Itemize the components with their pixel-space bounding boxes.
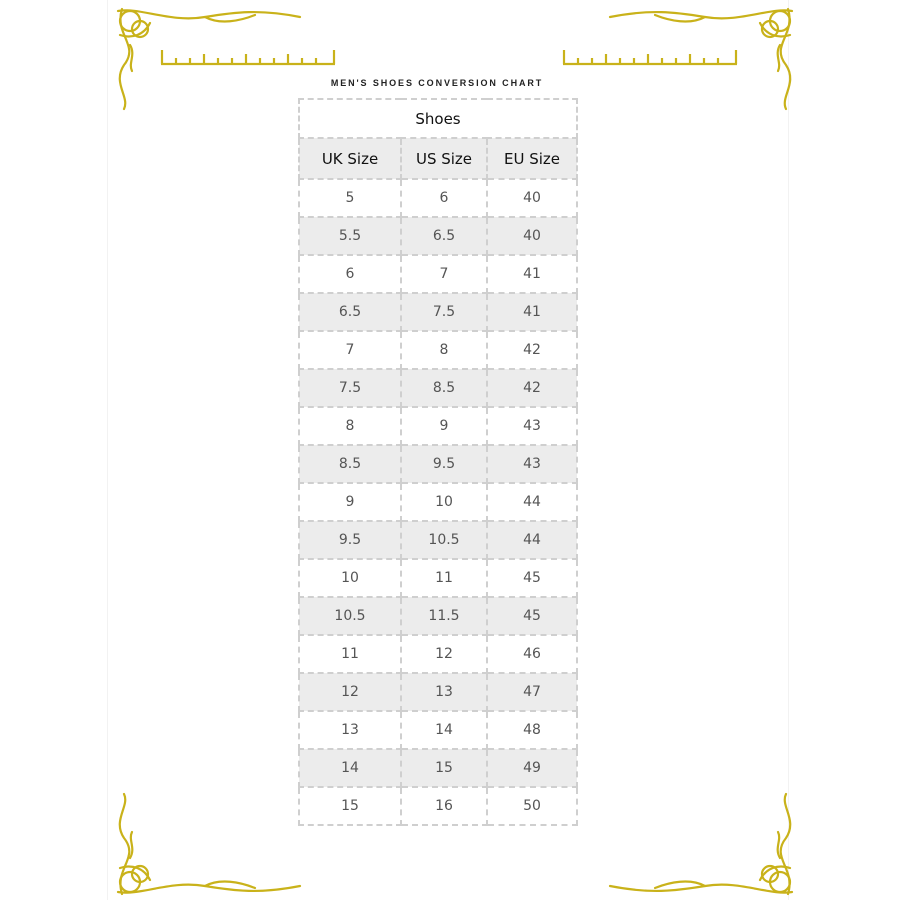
size-cell-uk: 6.5 [299,293,401,331]
table-row [299,179,577,217]
size-cell-us: 14 [401,711,487,749]
size-cell-eu: 40 [487,217,577,255]
ruler-left-icon [160,48,336,68]
size-cell-eu: 46 [487,635,577,673]
size-cell-eu: 42 [487,369,577,407]
size-cell-eu: 45 [487,559,577,597]
size-cell-uk: 12 [299,673,401,711]
table-row [299,597,577,635]
size-cell-us: 9 [401,407,487,445]
group-header-row [299,99,577,138]
size-cell-eu: 40 [487,179,577,217]
table-row [299,635,577,673]
size-cell-uk: 9 [299,483,401,521]
table-row [299,559,577,597]
size-cell-eu: 41 [487,255,577,293]
table-row [299,787,577,825]
table-row [299,407,577,445]
size-cell-eu: 45 [487,597,577,635]
size-cell-eu: 43 [487,407,577,445]
table-row [299,521,577,559]
table-row [299,293,577,331]
size-cell-eu: 42 [487,331,577,369]
size-cell-us: 11.5 [401,597,487,635]
column-header-uk: UK Size [299,138,401,179]
size-cell-us: 9.5 [401,445,487,483]
size-cell-eu: 43 [487,445,577,483]
size-cell-uk: 11 [299,635,401,673]
column-header-row [299,138,577,179]
size-cell-eu: 48 [487,711,577,749]
size-cell-us: 6.5 [401,217,487,255]
corner-ornament-bottom-left-icon [110,788,310,898]
table-row [299,255,577,293]
ruler-right-icon [562,48,738,68]
size-cell-uk: 10.5 [299,597,401,635]
table-row [299,217,577,255]
size-cell-us: 11 [401,559,487,597]
table-row [299,445,577,483]
table-row [299,711,577,749]
size-cell-us: 8.5 [401,369,487,407]
size-cell-us: 7.5 [401,293,487,331]
group-header-shoes: Shoes [299,99,577,138]
size-cell-us: 7 [401,255,487,293]
table-row [299,749,577,787]
size-cell-eu: 41 [487,293,577,331]
size-cell-eu: 47 [487,673,577,711]
size-cell-uk: 9.5 [299,521,401,559]
size-cell-us: 13 [401,673,487,711]
size-cell-us: 6 [401,179,487,217]
size-cell-uk: 7.5 [299,369,401,407]
table-row [299,369,577,407]
table-body [299,179,577,825]
size-cell-eu: 49 [487,749,577,787]
column-header-us: US Size [401,138,487,179]
size-cell-uk: 13 [299,711,401,749]
size-cell-eu: 44 [487,483,577,521]
size-cell-uk: 8 [299,407,401,445]
chart-title: MEN'S SHOES CONVERSION CHART [330,78,544,88]
size-cell-us: 8 [401,331,487,369]
size-cell-uk: 10 [299,559,401,597]
size-cell-us: 12 [401,635,487,673]
size-cell-uk: 8.5 [299,445,401,483]
table-row [299,673,577,711]
corner-ornament-bottom-right-icon [600,788,800,898]
table-row [299,483,577,521]
size-cell-us: 10.5 [401,521,487,559]
size-cell-eu: 50 [487,787,577,825]
size-cell-us: 16 [401,787,487,825]
size-cell-us: 10 [401,483,487,521]
column-header-eu: EU Size [487,138,577,179]
size-cell-us: 15 [401,749,487,787]
size-cell-uk: 14 [299,749,401,787]
size-cell-uk: 5 [299,179,401,217]
size-cell-uk: 6 [299,255,401,293]
table-row [299,331,577,369]
size-cell-uk: 7 [299,331,401,369]
size-cell-eu: 44 [487,521,577,559]
size-cell-uk: 5.5 [299,217,401,255]
size-cell-uk: 15 [299,787,401,825]
size-conversion-table [298,98,578,826]
